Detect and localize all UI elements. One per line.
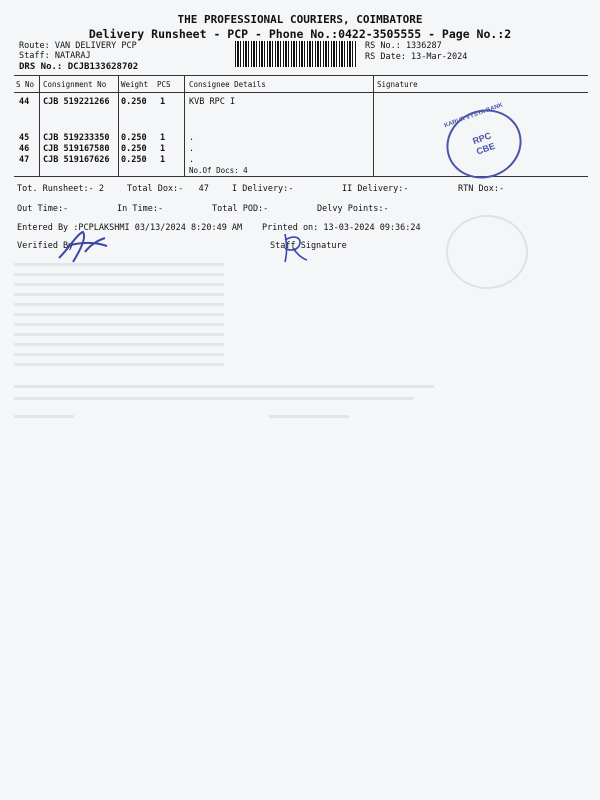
row-weight: 0.250 <box>121 155 147 165</box>
runsheet-subtitle: Delivery Runsheet - PCP - Phone No.:0422-3505555 - Page No.:2 <box>88 27 512 41</box>
col-header-consignment: Consignment No <box>43 80 107 89</box>
tot-runsheet: Tot. Runsheet:- 2 <box>17 184 104 194</box>
col-divider <box>39 75 40 176</box>
stamp-line1: RPC <box>471 130 493 147</box>
verified-by: Verified By <box>17 241 74 251</box>
i-delivery: I Delivery:- <box>232 184 294 194</box>
printed-on: Printed on: 13-03-2024 09:36:24 <box>262 223 421 233</box>
entered-by: Entered By :PCPLAKSHMI 03/13/2024 8:20:49 AM <box>17 223 243 233</box>
rtn-dox: RTN Dox:- <box>458 184 505 194</box>
bleed-through-area <box>14 255 454 425</box>
row-details: . <box>189 155 195 165</box>
row-weight: 0.250 <box>121 97 147 107</box>
out-time: Out Time:- <box>17 204 69 214</box>
row-details: . <box>189 144 195 154</box>
table-header-rule <box>14 92 588 93</box>
col-header-consignee: Consignee Details <box>189 80 266 89</box>
col-header-pcs: PCS <box>157 80 171 89</box>
staff-signature-label: Staff Signature <box>270 241 347 251</box>
bleed-through-stamp <box>446 215 528 289</box>
col-header-sno: S No <box>16 80 35 89</box>
in-time: In Time:- <box>117 204 164 214</box>
route-label: Route: VAN DELIVERY PCP <box>19 41 137 51</box>
col-divider <box>118 75 119 176</box>
row-details: KVB RPC I <box>189 97 236 107</box>
rs-number: RS No.: 1336287 <box>365 41 442 51</box>
stamp-line2: CBE <box>475 140 497 157</box>
row-sno: 46 <box>19 144 30 154</box>
row-weight: 0.250 <box>121 133 147 143</box>
row-sno: 44 <box>19 97 30 107</box>
row-weight: 0.250 <box>121 144 147 154</box>
ii-delivery: II Delivery:- <box>342 184 409 194</box>
row-pcs: 1 <box>160 133 166 143</box>
row-sno: 45 <box>19 133 30 143</box>
staff-label: Staff: NATARAJ <box>19 51 91 61</box>
row-consignment: CJB 519167580 <box>43 144 110 154</box>
company-title: THE PROFESSIONAL COURIERS, COIMBATORE <box>177 13 423 26</box>
delvy-points: Delvy Points:- <box>317 204 389 214</box>
total-dox: Total Dox:- 47 <box>127 184 209 194</box>
no-of-docs: No.Of Docs: 4 <box>189 166 248 175</box>
table-top-rule <box>14 75 588 76</box>
row-pcs: 1 <box>160 144 166 154</box>
rs-date: RS Date: 13-Mar-2024 <box>365 52 468 62</box>
row-sno: 47 <box>19 155 30 165</box>
row-consignment: CJB 519233350 <box>43 133 110 143</box>
stamp-bank-text: KARUR VYSYA BANK <box>443 102 504 130</box>
total-pod: Total POD:- <box>212 204 269 214</box>
row-consignment: CJB 519167626 <box>43 155 110 165</box>
drs-number: DRS No.: DCJB133628702 <box>19 62 139 72</box>
row-pcs: 1 <box>160 97 166 107</box>
row-details: . <box>189 133 195 143</box>
col-divider <box>373 75 374 176</box>
row-pcs: 1 <box>160 155 166 165</box>
table-bottom-rule <box>14 176 588 177</box>
col-header-weight: Weight <box>121 80 149 89</box>
col-divider <box>184 75 185 176</box>
barcode <box>235 41 357 67</box>
row-consignment: CJB 519221266 <box>43 97 110 107</box>
col-header-signature: Signature <box>377 80 418 89</box>
